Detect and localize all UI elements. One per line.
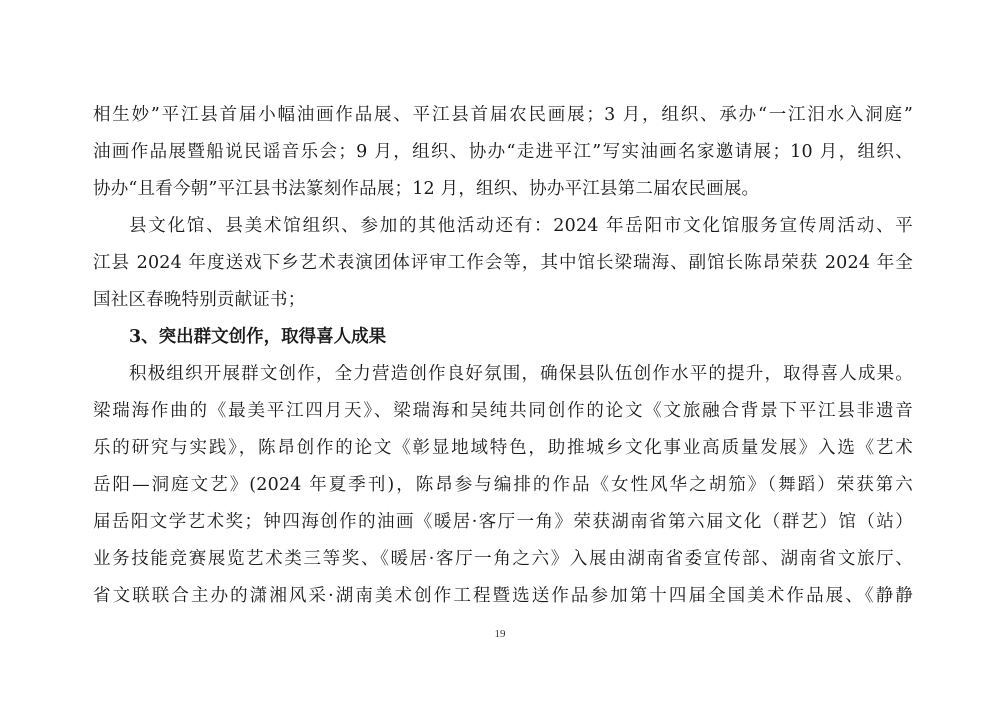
text-line: 省文联联合主办的潇湘风采·湖南美术创作工程暨选送作品参加第十四届全国美术作品展、《静静 (93, 586, 913, 606)
document-body (93, 97, 913, 615)
text-line: 国社区春晚特别贡献证书； (93, 290, 306, 310)
text-line: 乐的研究与实践》，陈昂创作的论文《彰显地域特色，助推城乡文化事业高质量发展》入选《艺术 (93, 438, 913, 458)
page-number: 19 (494, 628, 506, 640)
text-line: 业务技能竞赛展览艺术类三等奖、《暖居·客厅一角之六》入展由湖南省委宣传部、湖南省文旅厅、 (93, 549, 913, 569)
text-line: 协办“且看今朝”平江县书法篆刻作品展；12 月，组织、协办平江县第二届农民画展。 (93, 179, 760, 199)
text-line: 岳阳—洞庭文艺》(2024 年夏季刊)，陈昂参与编排的作品《女性风华之胡笳》（舞蹈）荣获第六 (93, 475, 913, 495)
text-line: 届岳阳文学艺术奖；钟四海创作的油画《暖居·客厅一角》荣获湖南省第六届文化（群艺）馆（站） (93, 512, 913, 532)
text-line: 江县 2024 年度送戏下乡艺术表演团体评审工作会等，其中馆长梁瑞海、副馆长陈昂荣获 2024 年全 (93, 253, 913, 273)
paragraph-start-line: 县文化馆、县美术馆组织、参加的其他活动还有：2024 年岳阳市文化馆服务宣传周活动、平 (129, 216, 913, 236)
paragraph-start-line: 积极组织开展群文创作，全力营造创作良好氛围，确保县队伍创作水平的提升，取得喜人成果。 (129, 364, 913, 384)
section-heading: 3、突出群文创作，取得喜人成果 (129, 327, 387, 347)
text-line: 油画作品展暨船说民谣音乐会；9 月，组织、协办“走进平江”写实油画名家邀请展；10 月，组织、 (93, 142, 913, 162)
text-line: 梁瑞海作曲的《最美平江四月天》、梁瑞海和吴纯共同创作的论文《文旅融合背景下平江县非遗音 (93, 401, 913, 421)
text-line: 相生妙”平江县首届小幅油画作品展、平江县首届农民画展；3 月，组织、承办“一江汨水入洞庭” (93, 105, 913, 125)
